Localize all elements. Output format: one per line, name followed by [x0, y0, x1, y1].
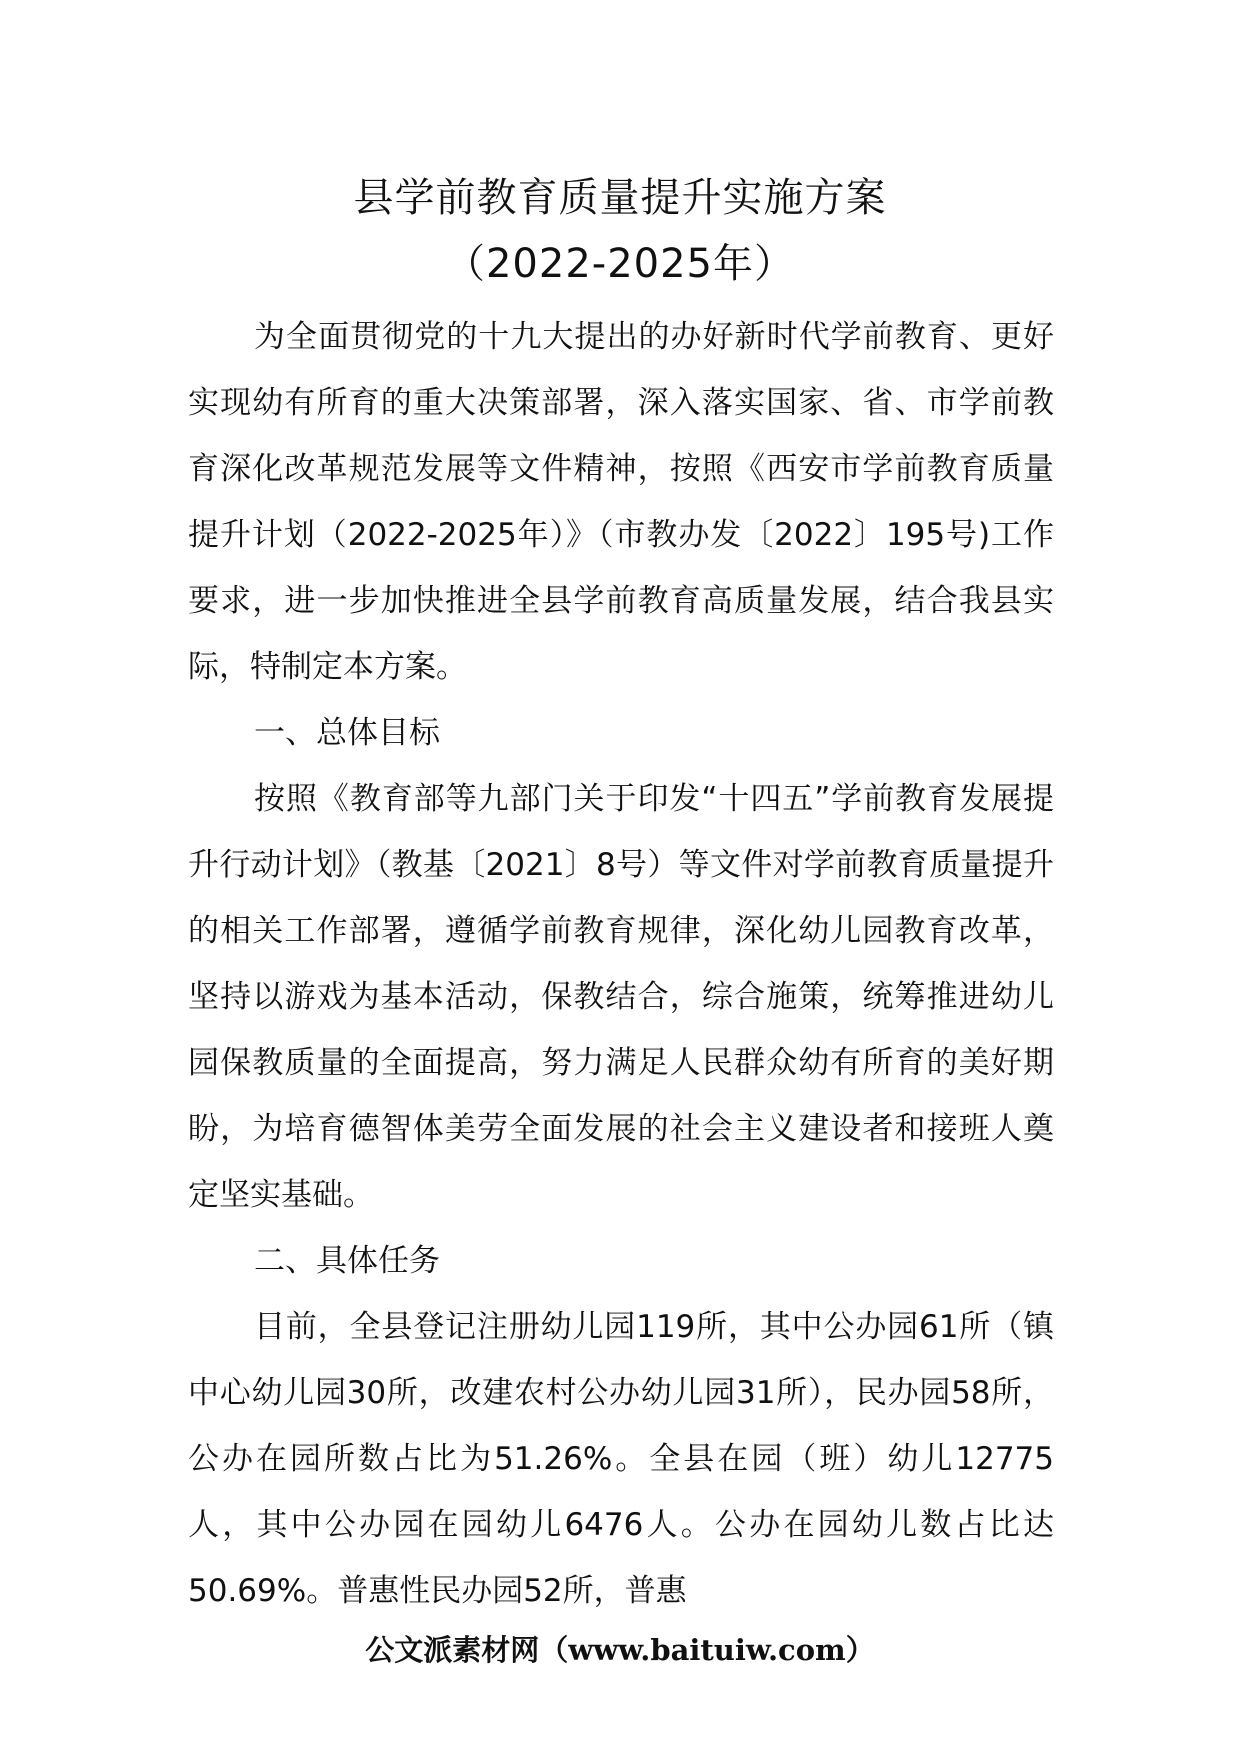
specific-tasks-paragraph: 目前，全县登记注册幼儿园119所，其中公办园61所（镇中心幼儿园30所，改建农村公办幼儿园31所），民办园58所，公办在园所数占比为51.26%。全县在园（班）幼儿12775人，其中公办园在园幼儿6476人。公办在园幼儿数占比达50.69%。普惠性民办园52所，普惠	[188, 1309, 1054, 1609]
intro-paragraph: 为全面贯彻党的十九大提出的办好新时代学前教育、更好实现幼有所育的重大决策部署，深入落实国家、省、市学前教育深化改革规范发展等文件精神，按照《西安市学前教育质量提升计划（2022-2025年）》（市教办发〔2022〕195号)工作要求，进一步加快推进全县学前教育高质量发展，结合我县实际，特制定本方案。	[188, 319, 1054, 685]
document-body	[188, 304, 1054, 1624]
section-heading-specific-tasks: 二、具体任务	[254, 1243, 440, 1279]
document-title: 县学前教育质量提升实施方案	[353, 175, 887, 221]
document-subtitle: （2022-2025年）	[444, 241, 796, 287]
overall-goal-paragraph: 按照《教育部等九部门关于印发“十四五”学前教育发展提升行动计划》（教基〔2021〕8号）等文件对学前教育质量提升的相关工作部署，遵循学前教育规律，深化幼儿园教育改革，坚持以游戏为基本活动，保教结合，综合施策，统筹推进幼儿园保教质量的全面提高，努力满足人民群众幼有所育的美好期盼，为培育德智体美劳全面发展的社会主义建设者和接班人奠定坚实基础。	[188, 781, 1054, 1213]
footer-watermark: 公文派素材网（www.baituiw.com）	[365, 1633, 875, 1667]
section-heading-overall-goal: 一、总体目标	[254, 715, 440, 751]
